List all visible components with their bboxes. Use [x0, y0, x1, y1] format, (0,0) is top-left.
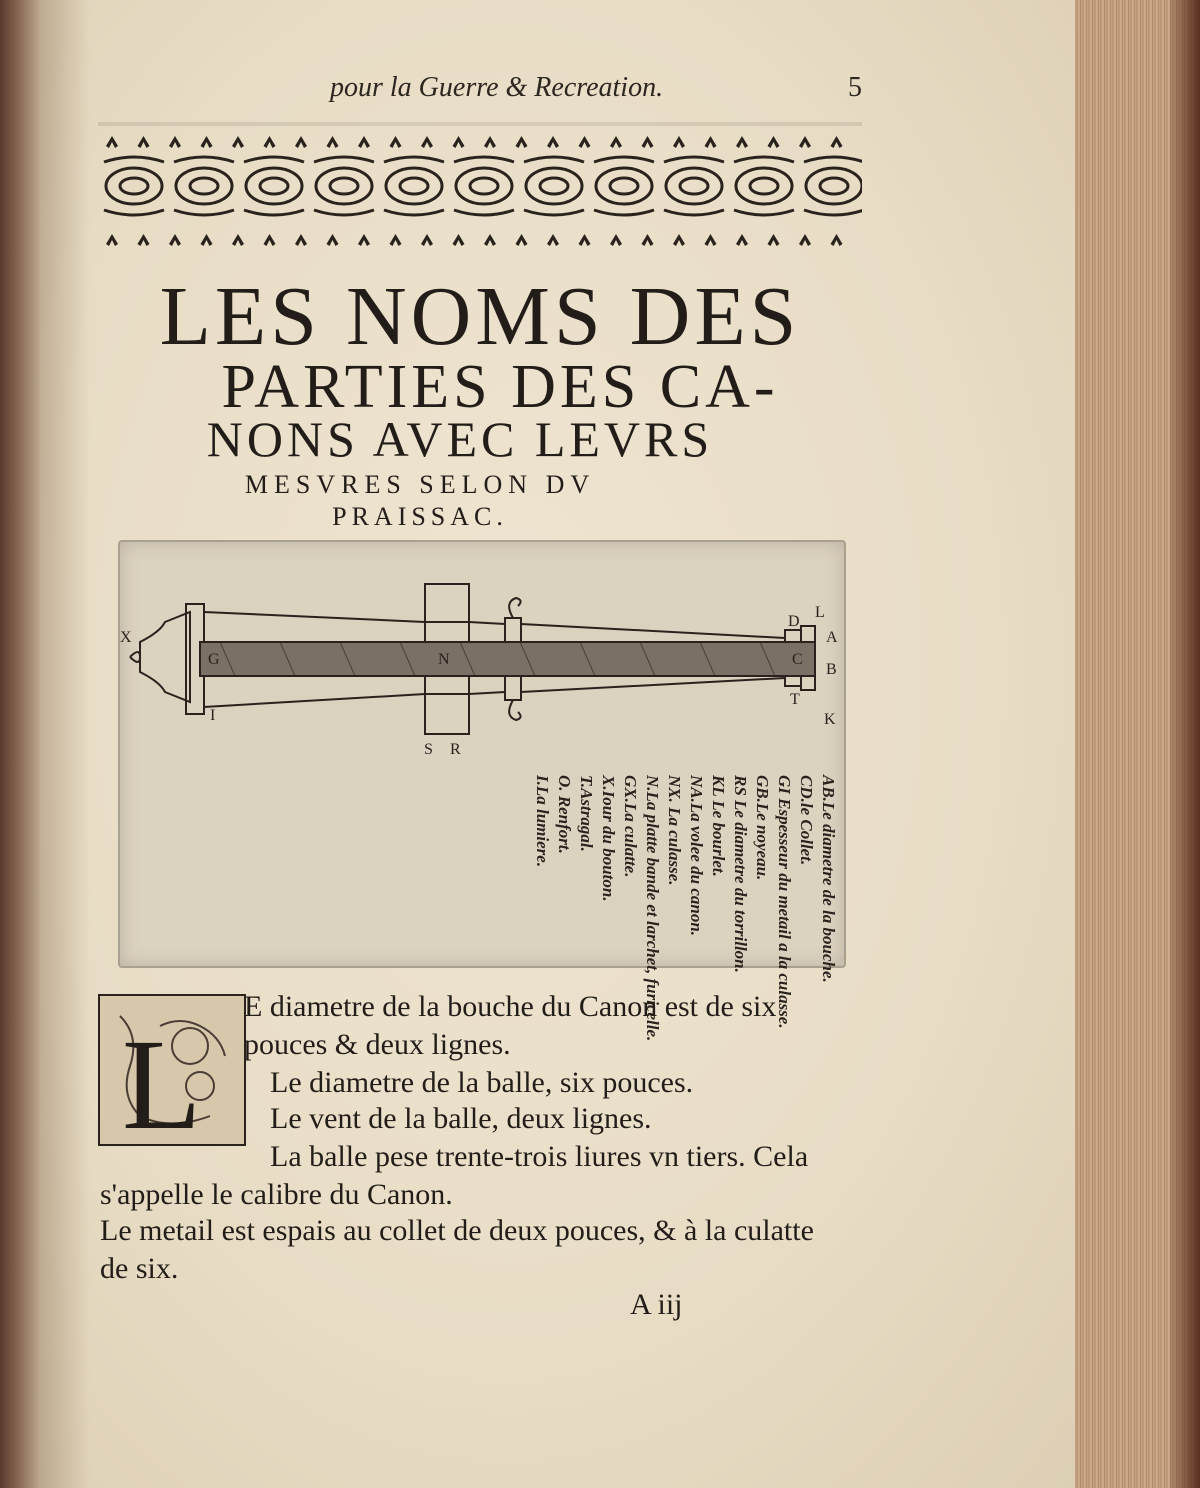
legend-item: O. Renfort.	[555, 775, 574, 854]
scroll-ornament	[104, 157, 164, 215]
legend-item: NX. La culasse.	[665, 775, 684, 886]
fleuron-ornament	[705, 234, 717, 246]
roundel-ornament	[750, 178, 778, 194]
body-line: Le metail est espais au collet de deux pouces, & à la culatte	[100, 1214, 814, 1247]
fleuron-ornament	[736, 136, 748, 148]
fleuron-ornament	[642, 136, 654, 148]
roundel-ornament	[386, 168, 442, 204]
scroll-ornament	[174, 157, 234, 215]
roundel-ornament	[400, 178, 428, 194]
fleuron-ornament	[264, 136, 276, 148]
body-line: Le vent de la balle, deux lignes.	[270, 1102, 652, 1135]
fleuron-ornament	[831, 234, 843, 246]
fleuron-ornament	[390, 234, 402, 246]
fleuron-ornament	[453, 136, 465, 148]
roundel-ornament	[176, 168, 232, 204]
body-line: Le diametre de la balle, six pouces.	[270, 1066, 694, 1099]
title-line-2: PARTIES DES CA-	[221, 353, 779, 421]
legend-item: GX.La culatte.	[621, 775, 640, 878]
roundel-ornament	[246, 168, 302, 204]
fleuron-ornament	[453, 234, 465, 246]
fleuron-ornament	[201, 234, 213, 246]
plate-label-i: I	[210, 707, 216, 724]
fleuron-ornament	[232, 234, 244, 246]
fleuron-ornament	[358, 136, 370, 148]
fleuron-ornament	[169, 234, 181, 246]
fleuron-ornament	[138, 136, 150, 148]
fleuron-ornament	[232, 136, 244, 148]
legend-item: T.Astragal.	[577, 775, 596, 852]
fleuron-ornament	[831, 136, 843, 148]
fleuron-ornament	[673, 234, 685, 246]
legend-item: GB.Le noyeau.	[753, 775, 772, 881]
body-line: s'appelle le calibre du Canon.	[100, 1178, 453, 1211]
roundel-ornament	[806, 168, 862, 204]
roundel-ornament	[596, 168, 652, 204]
scroll-ornament	[384, 157, 444, 215]
body-line: pouces & deux lignes.	[244, 1028, 511, 1061]
plate-label-k: K	[824, 711, 836, 728]
plate-label-x: X	[120, 629, 132, 646]
legend-item: KL Le bourlet.	[709, 775, 728, 877]
roundel-ornament	[470, 178, 498, 194]
signature-mark: A iij	[630, 1288, 683, 1321]
roundel-ornament	[736, 168, 792, 204]
fleuron-ornament	[799, 234, 811, 246]
gutter-shadow	[40, 0, 90, 1488]
fleuron-ornament	[579, 136, 591, 148]
title-line-5: PRAISSAC.	[332, 502, 508, 531]
legend-item: X.Iour du bouton.	[599, 775, 618, 902]
body-line: de six.	[100, 1252, 179, 1285]
fleuron-ornament	[484, 234, 496, 246]
ornamental-headpiece	[98, 122, 862, 252]
roundel-ornament	[190, 178, 218, 194]
fleuron-ornament	[610, 234, 622, 246]
legend-item: I.La lumiere.	[533, 775, 552, 868]
fleuron-ornament	[295, 136, 307, 148]
plate-label-n: N	[438, 651, 450, 668]
fleuron-ornament	[106, 234, 118, 246]
legend-item: NA.La volee du canon.	[687, 775, 706, 937]
fleuron-ornament	[579, 234, 591, 246]
fleuron-ornament	[201, 136, 213, 148]
fleuron-ornament	[705, 136, 717, 148]
scroll-ornament	[524, 157, 584, 215]
roundel-ornament	[666, 168, 722, 204]
plate-label-l: L	[815, 604, 825, 621]
scroll-ornament	[314, 157, 374, 215]
fleuron-ornament	[264, 234, 276, 246]
title-line-3: NONS AVEC LEVRS	[206, 411, 714, 467]
fleuron-ornament	[106, 136, 118, 148]
fleuron-ornament	[327, 234, 339, 246]
initial-letter: L	[122, 1013, 202, 1144]
legend-item: RS Le diametre du torrillon.	[731, 775, 750, 973]
decorated-initial	[98, 994, 246, 1146]
plate-label-a: A	[826, 629, 838, 646]
plate-label-t: T	[790, 691, 800, 708]
plate-label-d: D	[788, 613, 800, 630]
roundel-ornament	[120, 178, 148, 194]
fleuron-ornament	[799, 136, 811, 148]
roundel-ornament	[106, 168, 162, 204]
fleuron-ornament	[642, 234, 654, 246]
legend-item: N.La platte bande et larchet, furicelle.	[643, 775, 662, 1042]
fleuron-ornament	[736, 234, 748, 246]
legend-item: CD.le Collet.	[797, 775, 816, 866]
title-line-4: MESVRES SELON DV	[244, 470, 596, 499]
fleuron-ornament	[421, 234, 433, 246]
running-head: pour la Guerre & Recreation.	[330, 72, 664, 103]
plate-label-b: B	[826, 661, 837, 678]
roundel-ornament	[680, 178, 708, 194]
scroll-ornament	[244, 157, 304, 215]
page-edges	[1075, 0, 1200, 1488]
roundel-ornament	[610, 178, 638, 194]
fleuron-ornament	[547, 136, 559, 148]
roundel-ornament	[260, 178, 288, 194]
roundel-ornament	[526, 168, 582, 204]
scroll-ornament	[804, 157, 862, 215]
fleuron-ornament	[516, 234, 528, 246]
cannon-diagram	[120, 542, 844, 782]
fleuron-ornament	[358, 234, 370, 246]
fleuron-ornament	[295, 234, 307, 246]
scroll-ornament	[454, 157, 514, 215]
scroll-ornament	[594, 157, 654, 215]
fleuron-ornament	[673, 136, 685, 148]
plate-label-s: S	[424, 741, 433, 758]
fleuron-ornament	[516, 136, 528, 148]
fleuron-ornament	[421, 136, 433, 148]
fleuron-ornament	[169, 136, 181, 148]
roundel-ornament	[316, 168, 372, 204]
legend-item: AB.Le diametre de la bouche.	[819, 775, 838, 983]
roundel-ornament	[330, 178, 358, 194]
page-number: 5	[848, 72, 862, 103]
scroll-ornament	[664, 157, 724, 215]
plate-label-g: G	[208, 651, 220, 668]
fleuron-ornament	[390, 136, 402, 148]
fleuron-ornament	[484, 136, 496, 148]
title-line-1: LES NOMS DES	[159, 270, 801, 363]
scroll-ornament	[734, 157, 794, 215]
legend-item: GI Espesseur du metail a la culasse.	[775, 775, 794, 1029]
body-line: La balle pese trente-trois liures vn tiers. Cela	[270, 1140, 809, 1173]
plate-label-r: R	[450, 741, 461, 758]
fleuron-ornament	[138, 234, 150, 246]
roundel-ornament	[540, 178, 568, 194]
fleuron-ornament	[610, 136, 622, 148]
fleuron-ornament	[327, 136, 339, 148]
fleuron-ornament	[768, 136, 780, 148]
roundel-ornament	[820, 178, 848, 194]
fleuron-ornament	[547, 234, 559, 246]
plate-label-c: C	[792, 651, 803, 668]
body-line: E diametre de la bouche du Canon est de six	[244, 990, 777, 1023]
fleuron-ornament	[768, 234, 780, 246]
roundel-ornament	[456, 168, 512, 204]
